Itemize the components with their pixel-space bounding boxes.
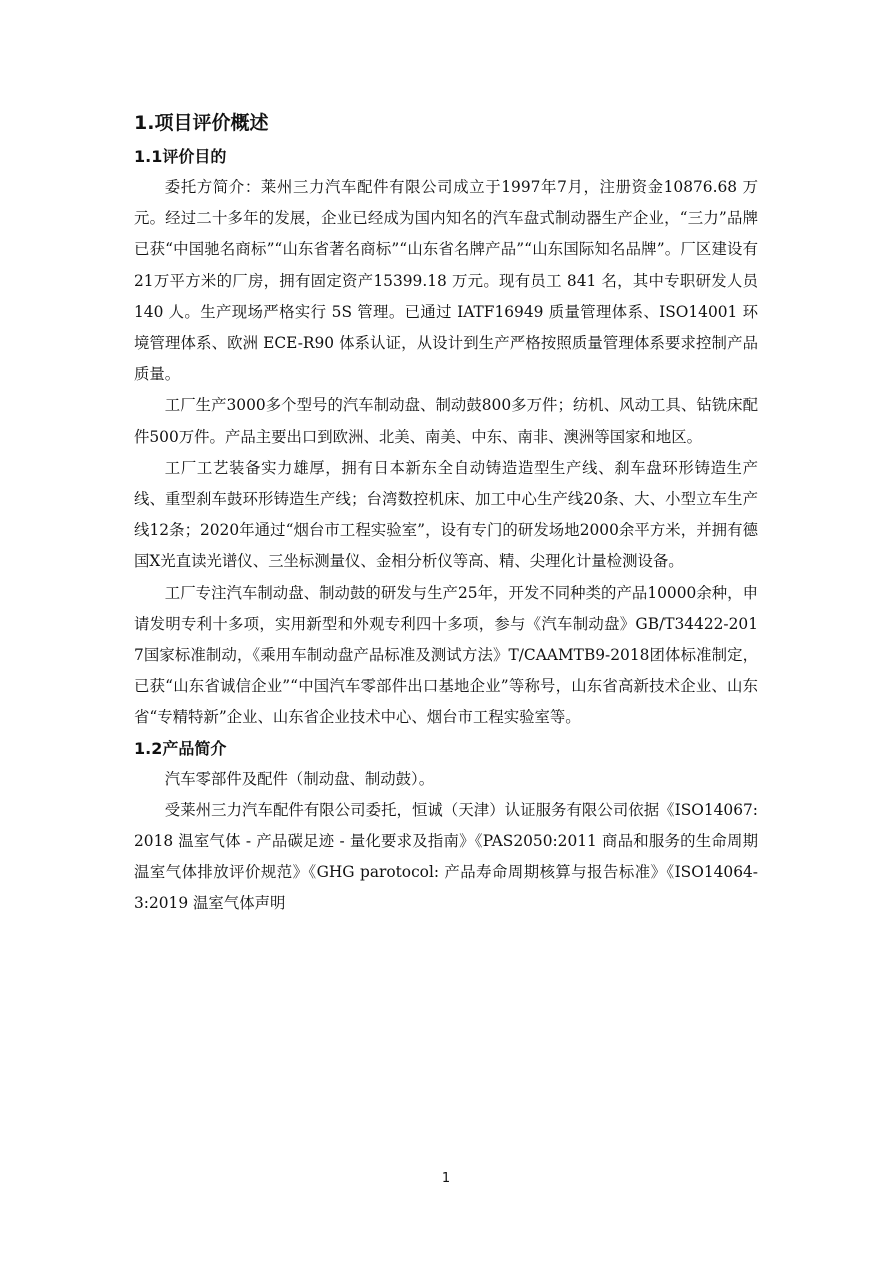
paragraph-commission: 受莱州三力汽车配件有限公司委托，恒诚（天津）认证服务有限公司依据《ISO14067:2018 温室气体 - 产品碳足迹 - 量化要求及指南》《PAS2050:2011 商品和服务的生命周期温室气体排放评价规范》《GHG parotocol: 产品寿命周期核算与报告标准》《ISO14064-3:2019 温室气体声明 bbox=[134, 800, 758, 913]
paragraph-production-output: 工厂生产3000多个型号的汽车制动盘、制动鼓800多万件；纺机、风动工具、钻铣床配件500万件。产品主要出口到欧洲、北美、南美、中东、南非、澳洲等国家和地区。 bbox=[134, 396, 758, 446]
paragraph-product-list: 汽车零部件及配件（制动盘、制动鼓）。 bbox=[164, 769, 435, 788]
section-heading: 1.项目评价概述 bbox=[134, 112, 269, 134]
paragraph-rd-achievements: 工厂专注汽车制动盘、制动鼓的研发与生产25年，开发不同种类的产品10000余种，申请发明专利十多项，实用新型和外观专利四十多项，参与《汽车制动盘》GB/T34422-2017国家标准制动，《乘用车制动盘产品标准及测试方法》T/CAAMTB9-2018团体标准制定，已获“山东省诚信企业”“中国汽车零部件出口基地企业”等称号，山东省高新技术企业、山东省“专精特新”企业、山东省企业技术中心、烟台市工程实验室等。 bbox=[134, 583, 758, 727]
subsection-heading-product-intro: 1.2产品简介 bbox=[134, 738, 227, 758]
subsection-heading-evaluation-purpose: 1.1评价目的 bbox=[134, 147, 227, 166]
paragraph-equipment: 工厂工艺装备实力雄厚，拥有日本新东全自动铸造造型生产线、刹车盘环形铸造生产线、重型刹车鼓环形铸造生产线；台湾数控机床、加工中心生产线20条、大、小型立车生产线12条；2020年通过“烟台市工程实验室”，设有专门的研发场地2000余平方米，并拥有德国X光直读光谱仪、三坐标测量仪、金相分析仪等高、精、尖理化计量检测设备。 bbox=[134, 458, 758, 571]
page-number: 1 bbox=[441, 1171, 451, 1186]
paragraph-client-intro: 委托方简介：莱州三力汽车配件有限公司成立于1997年7月，注册资金10876.68 万元。经过二十多年的发展，企业已经成为国内知名的汽车盘式制动器生产企业，“三力”品牌已获“中国驰名商标”“山东省著名商标”“山东省名牌产品”“山东国际知名品牌”。厂区建设有21万平方米的厂房，拥有固定资产15399.18 万元。现有员工 841 名，其中专职研发人员 140 人。生产现场严格实行 5S 管理。已通过 IATF16949 质量管理体系、ISO14001 环境管理体系、欧洲 ECE-R90 体系认证，从设计到生产严格按照质量管理体系要求控制产品质量。 bbox=[134, 178, 758, 384]
page-content bbox=[134, 108, 758, 920]
